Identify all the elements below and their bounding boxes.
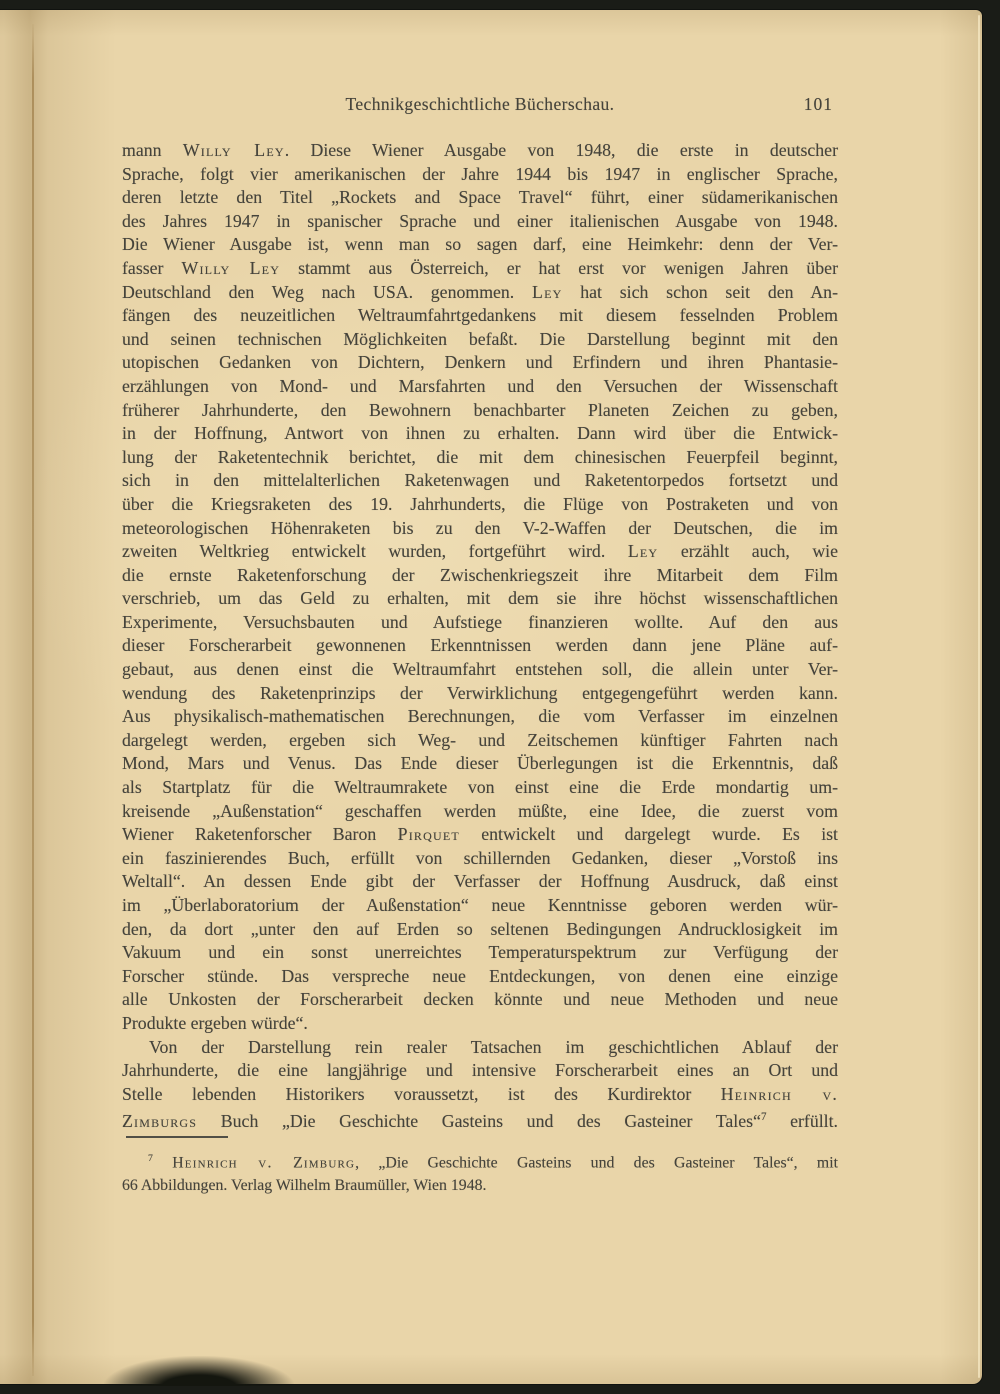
person-name: Heinrich v. Zimburg <box>172 1154 356 1172</box>
text-line: fängen des neuzeitlichen Weltraumfahrtgedankens mit diesem fesselnden Problem <box>122 305 838 326</box>
text-line: Forscher stünde. Das verspreche neue Entdeckungen, von denen eine einzige <box>122 965 838 986</box>
text-line: die ernste Raketenforschung der Zwischenkriegszeit ihre Mitarbeit dem Film <box>122 564 838 585</box>
text-line: Stelle lebenden Historikers voraussetzt, ist des Kurdirektor Heinrich v. <box>122 1083 838 1104</box>
person-name: Pirquet <box>397 824 460 845</box>
text-line: Sprache, folgt vier amerikanischen der Jahre 1944 bis 1947 in englischer Sprache, <box>122 163 838 184</box>
text-line: des Jahres 1947 in spanischer Sprache und einer italienischen Ausgabe von 1948. <box>122 210 838 231</box>
text-line: im „Überlaboratorium der Außenstation“ neue Kenntnisse geboren werden wür- <box>122 895 838 915</box>
footnote <box>122 1136 838 1197</box>
footnote-text <box>122 1147 838 1197</box>
text-line: utopischen Gedanken von Dichtern, Denkern und Erfindern und ihren Phantasie- <box>122 352 838 373</box>
footnote-separator <box>126 1136 228 1138</box>
text-line: Experimente, Versuchsbauten und Aufstiege finanzieren wollte. Auf den aus <box>122 611 838 632</box>
person-name: Ley <box>627 541 659 562</box>
text-line: Weltall“. An dessen Ende gibt der Verfasser der Hoffnung Ausdruck, daß einst <box>122 871 838 892</box>
text-line: ein faszinierendes Buch, erfüllt von schillernden Gedanken, dieser „Vorstoß ins <box>122 847 838 868</box>
page-number: 101 <box>803 94 833 114</box>
text-line: gebaut, aus denen einst die Weltraumfahrt entstehen soll, die allein unter Ver- <box>122 659 838 680</box>
text-line: sich in den mittelalterlichen Raketenwagen und Raketentorpedos fortsetzt und <box>122 470 838 491</box>
text-line: Vakuum und ein sonst unerreichtes Temperaturspektrum zur Verfügung der <box>122 942 838 963</box>
text-line: Produkte ergeben würde“. <box>122 1012 308 1033</box>
text-line: erzählungen von Mond- und Marsfahrten und den Versuchen der Wissenschaft <box>122 375 838 396</box>
footnote-marker: 7 <box>760 1111 767 1124</box>
text-line: Die Wiener Ausgabe ist, wenn man so sagen darf, eine Heimkehr: denn der Ver- <box>122 234 838 255</box>
text-line: als Startplatz für die Weltraumrakete von einst eine die Erde mondartig um- <box>122 777 838 798</box>
text-line: Von der Darstellung rein realer Tatsachen im geschichtlichen Ablauf der <box>149 1036 838 1057</box>
footnote-marker: 7 <box>148 1153 153 1164</box>
text-line: in der Hoffnung, Antwort von ihnen zu erhalten. Dann wird über die Entwick- <box>122 423 838 444</box>
text-line: $^7$ Heinrich v. Zimburg, „Die Geschichte Gasteins und des Gasteiner Tales“, mit <box>148 1153 838 1172</box>
text-line: meteorologischen Höhenraketen bis zu den V-2-Waffen der Deutschen, die im <box>122 517 838 538</box>
text-line: Mond, Mars und Venus. Das Ende dieser Überlegungen ist die Erkenntnis, daß <box>122 753 838 774</box>
text-line: Aus physikalisch-mathematischen Berechnungen, die vom Verfasser im einzelnen <box>122 706 838 727</box>
person-name: Ley <box>532 281 563 302</box>
text-line: deren letzte den Titel „Rockets and Space Travel“ führt, einer südamerikanischen <box>122 187 838 208</box>
text-line: lung der Raketentechnik berichtet, die mit dem chinesischen Feuerpfeil beginnt, <box>122 446 838 467</box>
text-line: dargelegt werden, ergeben sich Weg- und Zeitschemen künftiger Fahrten nach <box>122 729 838 750</box>
text-line: Deutschland den Weg nach USA. genommen. Ley hat sich schon seit den An- <box>122 281 838 302</box>
text-line: und seinen technischen Möglichkeiten befaßt. Die Darstellung beginnt mit den <box>122 328 838 349</box>
text-line: zweiten Weltkrieg entwickelt wurden, fortgeführt wird. Ley erzählt auch, wie <box>122 541 838 562</box>
running-title: Technikgeschichtliche Bücherschau. <box>345 94 615 114</box>
person-name: Willy Ley <box>182 140 285 160</box>
text-line: früherer Jahrhunderte, den Bewohnern benachbarter Planeten Zeichen zu geben, <box>122 399 838 420</box>
text-line: kreisende „Außenstation“ geschaffen werden müßte, eine Idee, die zuerst vom <box>122 800 838 821</box>
text-line: den, da dort „unter den auf Erden so seltenen Bedingungen Andrucklosigkeit im <box>122 918 838 939</box>
text-line: Wiener Raketenforscher Baron Pirquet entwickelt und dargelegt wurde. Es ist <box>122 824 838 845</box>
text-line: über die Kriegsraketen des 19. Jahrhunderts, die Flüge von Postraketen und von <box>122 493 838 514</box>
text-line: alle Unkosten der Forscherarbeit decken könnte und neue Methoden und neue <box>122 989 838 1010</box>
text-line: Jahrhunderte, die eine langjährige und intensive Forscherarbeit eines an Ort und <box>122 1060 838 1081</box>
person-name: Zimburgs <box>122 1111 198 1132</box>
text-line: 66 Abbildungen. Verlag Wilhelm Braumüller, Wien 1948. <box>122 1177 487 1195</box>
text-line: wendung des Raketenprinzips der Verwirklichung entgegengeführt werden kann. <box>122 682 838 703</box>
text-line: fasser Willy Ley stammt aus Österreich, er hat erst vor wenigen Jahren über <box>122 257 838 278</box>
person-name: Willy Ley <box>181 257 281 278</box>
text-line: dieser Forscherarbeit gewonnenen Erkenntnissen werden dann jene Pläne auf- <box>122 635 838 656</box>
person-name: Heinrich v. <box>720 1083 838 1104</box>
page-header <box>122 94 838 115</box>
text-line: Zimburgs Buch „Die Geschichte Gasteins und des Gasteiner Tales“$^7$ erfüllt. <box>122 1111 838 1132</box>
body-text <box>122 139 838 1134</box>
text-line: mann Willy Ley. Diese Wiener Ausgabe von 1948, die erste in deutscher <box>122 140 838 160</box>
text-line: verschrieb, um das Geld zu erhalten, mit dem sie ihre höchst wissenschaftlichen <box>122 588 838 609</box>
